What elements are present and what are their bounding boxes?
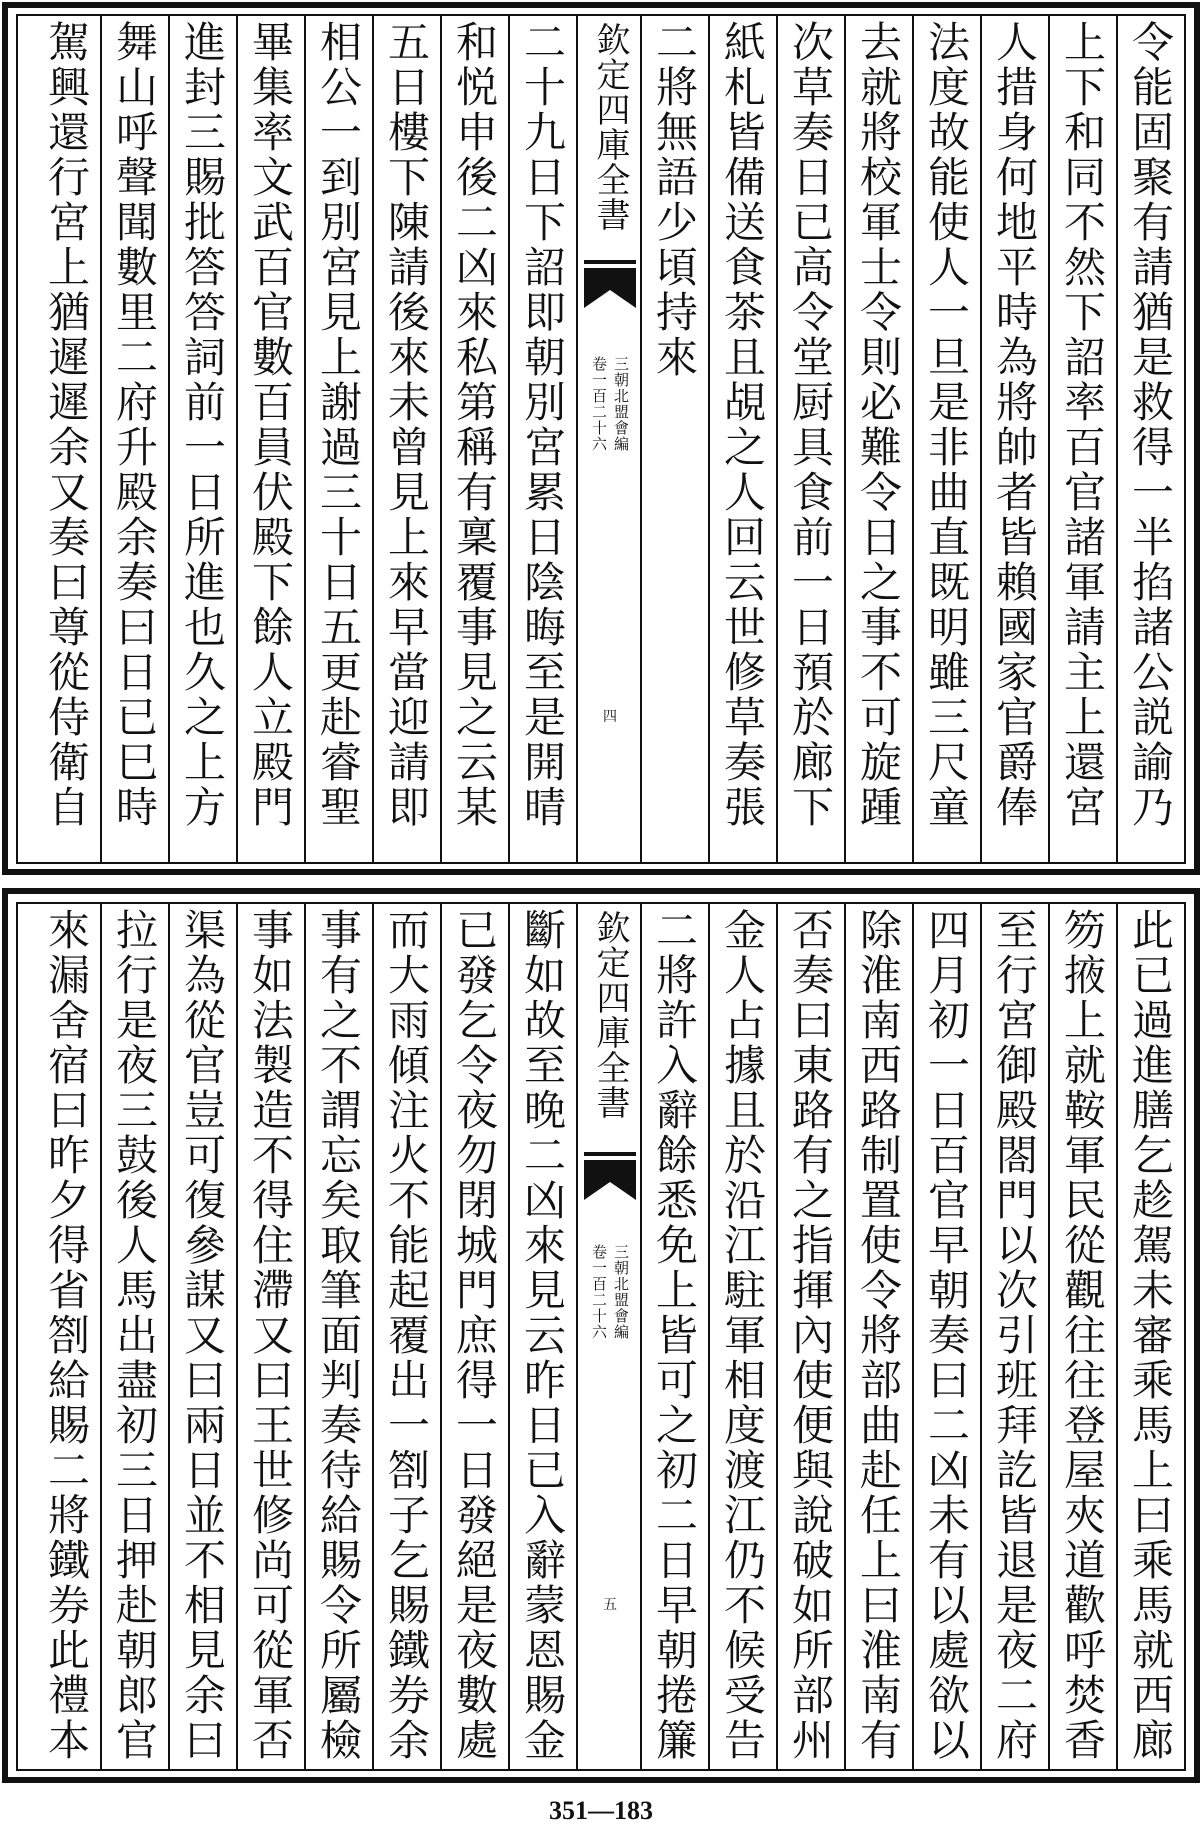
volume-label: 卷一百二十六 xyxy=(590,1244,608,1340)
text-column: 二將許入辭餘悉免上皆可之初二日早朝捲簾 xyxy=(640,904,708,1769)
book-series-title: 欽定四庫全書 xyxy=(590,22,630,232)
text-column: 進封三賜批答答詞前一日所進也久之上方 xyxy=(168,16,236,862)
bottom-page xyxy=(0,888,1202,1788)
page-label: 351—183 xyxy=(549,1796,653,1825)
text-column: 人措身何地平時為將帥者皆賴國家官爵俸 xyxy=(980,16,1048,862)
text-column: 二將無語少頃持來 xyxy=(640,16,708,862)
text-column: 金人占據且於沿江駐軍相度渡江仍不候受告 xyxy=(708,904,776,1769)
folio-number: 五 xyxy=(603,1597,617,1613)
book-title: 三朝北盟會編 xyxy=(612,356,630,452)
top-columns xyxy=(18,16,1184,862)
text-column: 已發乞令夜勿閉城門庶得一日發絕是夜數處 xyxy=(440,904,508,1769)
text-column: 和悦申後二凶來私第稱有稟覆事見之云某 xyxy=(440,16,508,862)
text-column: 而大雨傾注火不能起覆出一劄子乞賜鐵券余 xyxy=(372,904,440,1769)
text-column: 畢集率文武百官數百員伏殿下餘人立殿門 xyxy=(236,16,304,862)
text-column: 事有之不謂忘矣取筆面判奏待給賜令所屬檢 xyxy=(304,904,372,1769)
text-column: 渠為從官豈可復參謀又曰兩日並不相見余曰 xyxy=(168,904,236,1769)
center-margin xyxy=(576,16,640,862)
text-column: 笏掖上就鞍軍民從觀往往登屋夾道歡呼焚香 xyxy=(1048,904,1116,1769)
text-column: 上下和同不然下詔率百官諸軍請主上還宮 xyxy=(1048,16,1116,862)
text-column: 否奏曰東路有之指揮內使便與說破如所部州 xyxy=(776,904,844,1769)
text-column: 次草奏日已高令堂厨具食前一日預於廊下 xyxy=(776,16,844,862)
text-column: 法度故能使人一旦是非曲直既明雖三尺童 xyxy=(912,16,980,862)
fishtail-mark-icon xyxy=(584,1160,636,1200)
text-column: 四月初一日百官早朝奏曰二凶未有以處欲以 xyxy=(912,904,980,1769)
book-series-title: 欽定四庫全書 xyxy=(590,910,630,1120)
volume-label: 卷一百二十六 xyxy=(590,356,608,452)
text-column: 斷如故至晚二凶來見云昨日已入辭蒙恩賜金 xyxy=(508,904,576,1769)
book-info xyxy=(582,356,638,452)
text-column: 二十九日下詔即朝別宮累日陰晦至是開晴 xyxy=(508,16,576,862)
bottom-columns xyxy=(18,904,1184,1769)
text-column: 來漏舍宿曰昨夕得省劄給賜二將鐵券此禮本 xyxy=(42,908,91,1763)
center-margin xyxy=(576,904,640,1769)
text-column: 五日樓下陳請後來未曾見上來早當迎請即 xyxy=(372,16,440,862)
text-column: 相公一到別宮見上謝過三十日五更赴睿聖 xyxy=(304,16,372,862)
text-column: 去就將校軍士令則必難令日之事不可旋踵 xyxy=(844,16,912,862)
folio-number: 四 xyxy=(603,709,617,725)
text-column: 紙札皆備送食茶且覘之人回云世修草奏張 xyxy=(708,16,776,862)
text-column: 拉行是夜三鼓後人馬出盡初三日押赴朝郎官 xyxy=(100,904,168,1769)
text-column: 事如法製造不得住滯又曰王世修尚可從軍否 xyxy=(236,904,304,1769)
text-column: 此已過進膳乞趁駕未審乘馬上曰乘馬就西廊 xyxy=(1116,904,1184,1769)
divider xyxy=(584,260,636,264)
top-page xyxy=(0,0,1202,880)
text-column: 駕興還行宮上猶遲遲余又奏曰尊從侍衛自 xyxy=(42,20,91,830)
fishtail-mark-icon xyxy=(584,268,636,308)
text-column: 除淮南西路制置使令將部曲赴任上曰淮南有 xyxy=(844,904,912,1769)
divider xyxy=(584,1152,636,1156)
book-title: 三朝北盟會編 xyxy=(612,1244,630,1340)
text-column: 至行宮御殿閤門以次引班拜訖皆退是夜二府 xyxy=(980,904,1048,1769)
text-column: 舞山呼聲聞數里二府升殿余奏曰日已巳時 xyxy=(100,16,168,862)
book-info xyxy=(582,1244,638,1340)
text-column: 令能固聚有請猶是救得一半掐諸公説諭乃 xyxy=(1116,16,1184,862)
